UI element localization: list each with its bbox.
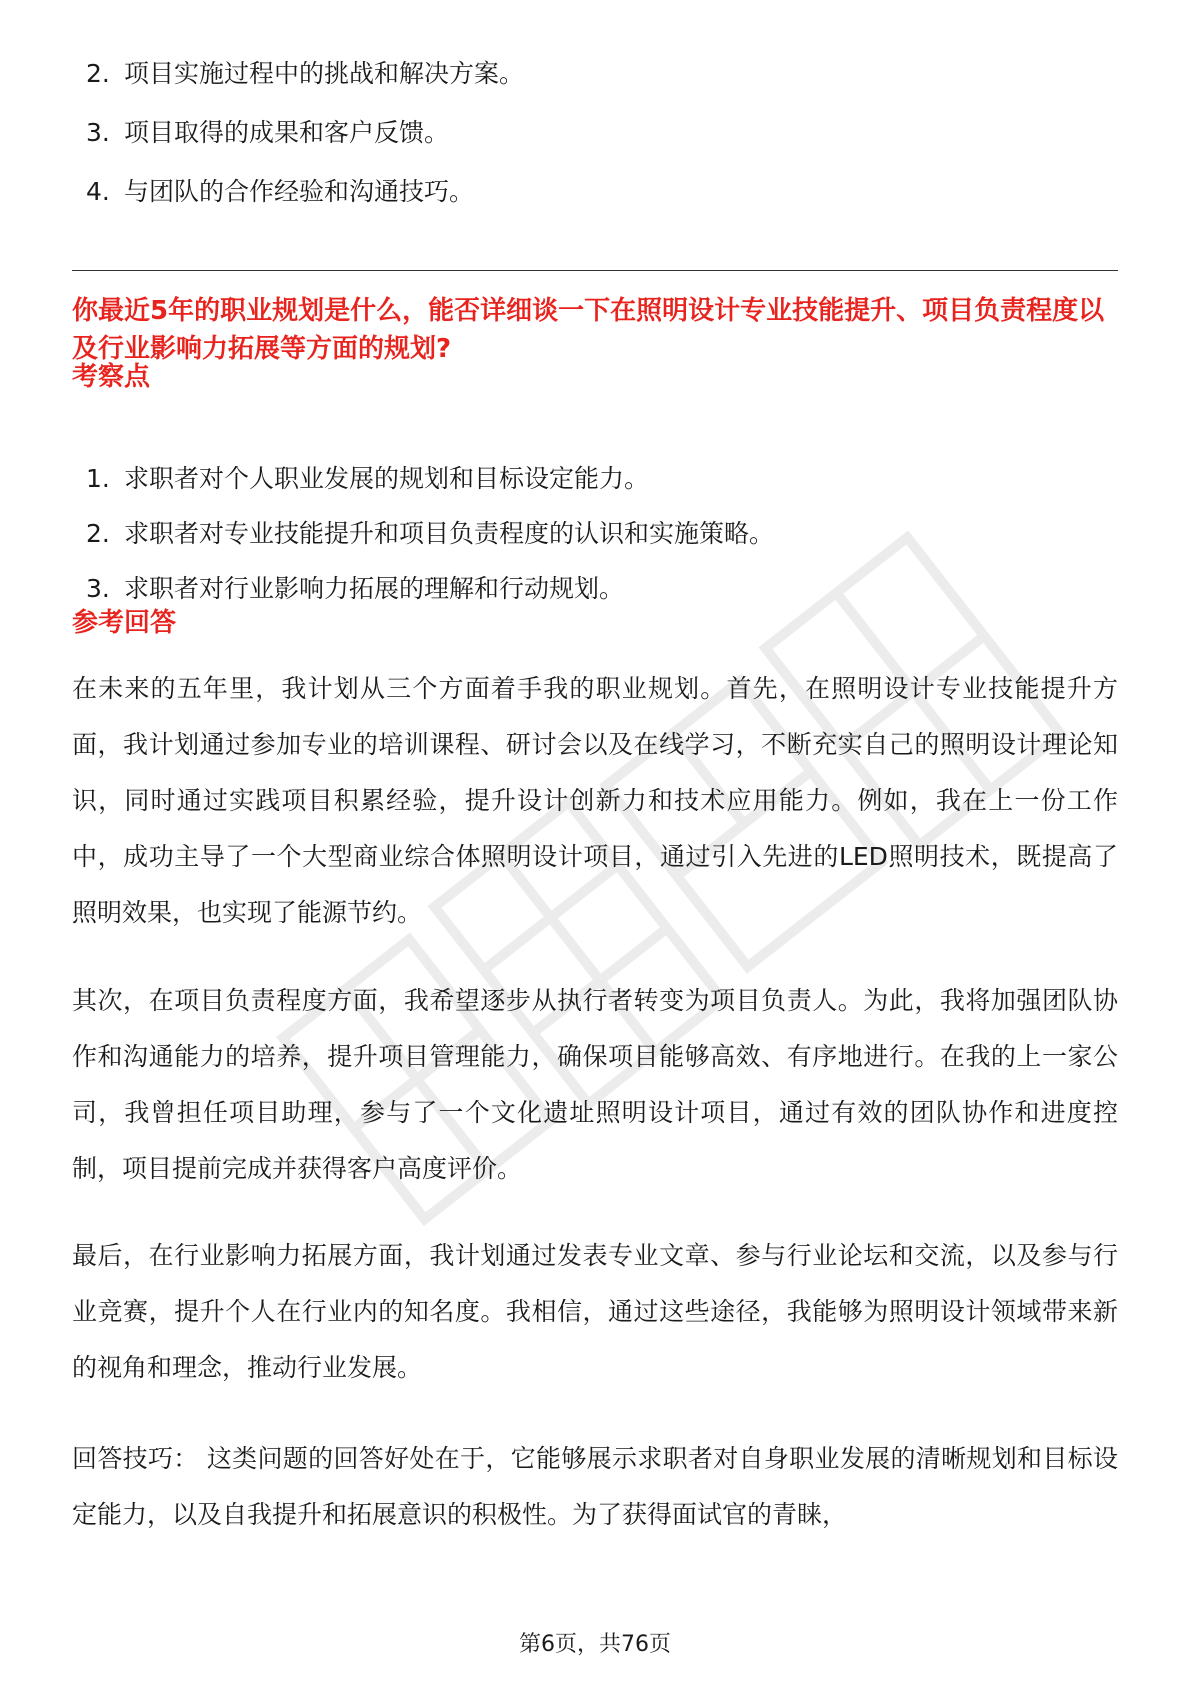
list-number: 3. <box>86 118 110 147</box>
checkpoints-heading: 考察点 <box>72 362 151 392</box>
answer-paragraph: 最后，在行业影响力拓展方面，我计划通过发表专业文章、参与行业论坛和交流，以及参与行业竞赛，提升个人在行业内的知名度。我相信，通过这些途径，我能够为照明设计领域带来新的视角和理念，推动行业发展。 <box>72 1241 1118 1382</box>
list-item <box>72 462 774 496</box>
list-text: 求职者对个人职业发展的规划和目标设定能力。 <box>124 464 650 493</box>
list-item <box>72 517 774 551</box>
top-list <box>72 57 524 234</box>
list-text: 项目实施过程中的挑战和解决方案。 <box>124 59 525 88</box>
answer-paragraph: 其次，在项目负责程度方面，我希望逐步从执行者转变为项目负责人。为此，我将加强团队协作和沟通能力的培养，提升项目管理能力，确保项目能够高效、有序地进行。在我的上一家公司，我曾担任项目助理，参与了一个文化遗址照明设计项目，通过有效的团队协作和进度控制，项目提前完成并获得客户高度评价。 <box>72 986 1118 1183</box>
list-number: 3. <box>86 574 110 603</box>
tips-paragraph: 回答技巧： 这类问题的回答好处在于，它能够展示求职者对自身职业发展的清晰规划和目标设定能力，以及自我提升和拓展意识的积极性。为了获得面试官的青睐， <box>72 1444 1118 1529</box>
list-number: 2. <box>86 59 110 88</box>
list-number: 4. <box>86 177 110 206</box>
section-divider <box>72 270 1118 271</box>
checkpoints-list <box>72 462 774 627</box>
list-item <box>72 57 524 91</box>
list-item <box>72 175 524 209</box>
question-heading: 你最近5年的职业规划是什么，能否详细谈一下在照明设计专业技能提升、项目负责程度以及行业影响力拓展等方面的规划? <box>72 296 1105 364</box>
list-text: 与团队的合作经验和沟通技巧。 <box>124 177 475 206</box>
list-text: 项目取得的成果和客户反馈。 <box>124 118 450 147</box>
list-item <box>72 116 524 150</box>
page-footer: 第6页，共76页 <box>519 1632 671 1657</box>
list-text: 求职者对行业影响力拓展的理解和行动规划。 <box>124 574 625 603</box>
list-text: 求职者对专业技能提升和项目负责程度的认识和实施策略。 <box>124 519 775 548</box>
answer-paragraph: 在未来的五年里，我计划从三个方面着手我的职业规划。首先，在照明设计专业技能提升方面，我计划通过参加专业的培训课程、研讨会以及在线学习，不断充实自己的照明设计理论知识，同时通过实践项目积累经验，提升设计创新力和技术应用能力。例如，我在上一份工作中，成功主导了一个大型商业综合体照明设计项目，通过引入先进的LED照明技术，既提高了照明效果，也实现了能源节约。 <box>72 674 1118 927</box>
list-item <box>72 572 774 606</box>
list-number: 1. <box>86 464 110 493</box>
list-number: 2. <box>86 519 110 548</box>
answer-heading: 参考回答 <box>72 608 177 638</box>
